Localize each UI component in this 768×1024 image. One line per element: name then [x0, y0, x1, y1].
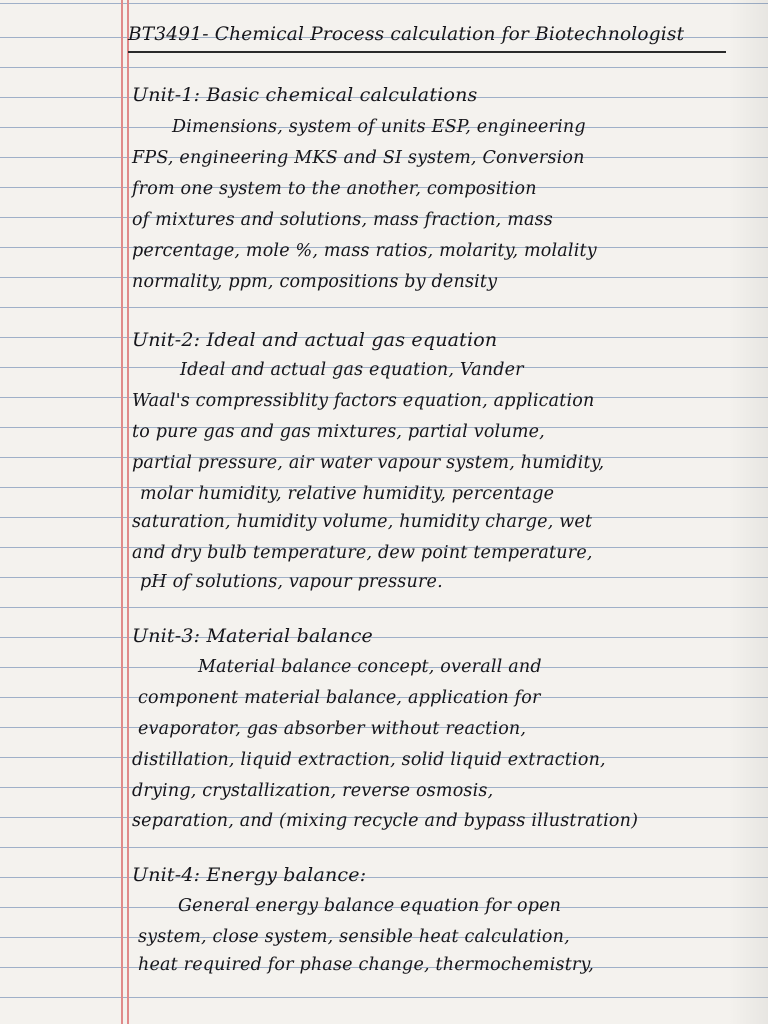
- unit-3-line: Material balance concept, overall and: [198, 657, 542, 677]
- margin-line: [127, 0, 129, 1024]
- unit-3-line: separation, and (mixing recycle and bypass illustration): [132, 811, 639, 831]
- unit-3-line: drying, crystallization, reverse osmosis,: [132, 781, 494, 801]
- unit-2-line: Ideal and actual gas equation, Vander: [180, 360, 524, 380]
- margin-line: [121, 0, 123, 1024]
- unit-3-heading: Unit-3: Material balance: [132, 625, 373, 647]
- unit-2-line: partial pressure, air water vapour system, humidity,: [132, 453, 605, 473]
- unit-2-heading: Unit-2: Ideal and actual gas equation: [132, 329, 498, 351]
- unit-1-line: Dimensions, system of units ESP, engineering: [172, 117, 586, 137]
- unit-4-heading: Unit-4: Energy balance:: [132, 864, 367, 886]
- unit-1-line: normality, ppm, compositions by density: [132, 272, 498, 292]
- unit-2-line: molar humidity, relative humidity, percentage: [140, 484, 555, 504]
- unit-3-line: evaporator, gas absorber without reaction,: [138, 719, 527, 739]
- title-underline: [128, 51, 726, 53]
- unit-1-line: percentage, mole %, mass ratios, molarity, molality: [132, 241, 597, 261]
- page-title: BT3491- Chemical Process calculation for Biotechnologist: [128, 24, 685, 45]
- unit-2-line: to pure gas and gas mixtures, partial volume,: [132, 422, 545, 442]
- unit-2-line: and dry bulb temperature, dew point temperature,: [132, 543, 593, 563]
- unit-1-line: FPS, engineering MKS and SI system, Conversion: [132, 148, 585, 168]
- unit-4-line: General energy balance equation for open: [178, 896, 562, 916]
- unit-1-line: from one system to the another, composition: [132, 179, 537, 199]
- unit-1-heading: Unit-1: Basic chemical calculations: [132, 84, 478, 106]
- unit-4-line: heat required for phase change, thermochemistry,: [138, 955, 595, 975]
- unit-2-line: Waal's compressiblity factors equation, application: [132, 391, 595, 411]
- unit-4-line: system, close system, sensible heat calculation,: [138, 927, 570, 947]
- unit-3-line: distillation, liquid extraction, solid liquid extraction,: [132, 750, 606, 770]
- unit-2-line: saturation, humidity volume, humidity charge, wet: [132, 512, 593, 532]
- page-shadow: [728, 0, 768, 1024]
- unit-2-line: pH of solutions, vapour pressure.: [140, 572, 443, 592]
- unit-3-line: component material balance, application for: [138, 688, 541, 708]
- unit-1-line: of mixtures and solutions, mass fraction, mass: [132, 210, 553, 230]
